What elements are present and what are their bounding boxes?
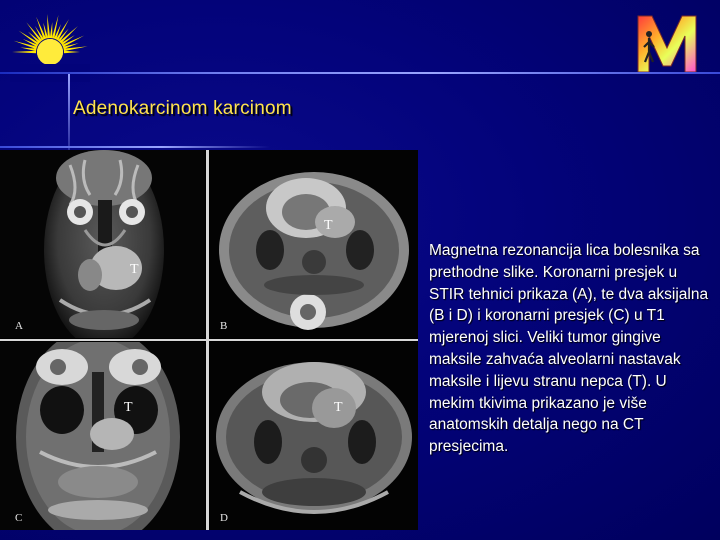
- mri-panel-d: [210, 342, 418, 530]
- header-divider: [0, 72, 720, 74]
- tumor-marker-b: T: [324, 218, 333, 233]
- panel-label-a: A: [15, 320, 23, 332]
- sun-logo-icon: [10, 8, 90, 82]
- panel-label-c: C: [15, 512, 23, 524]
- slide-title: Adenokarcinom karcinom: [73, 98, 292, 119]
- slide-description: Magnetna rezonancija lica bolesnika sa prethodne slike. Koronarni presjek u STIR tehnici prikaza (A), te dva aksijalna (B i D) i koronarni presjek (C) u T1 mjerenoj slici. Veliki tumor gingive maksile zahvaća alveolarni nastavak maksile i lijevu stranu nepca (T). U mekim tkivima prikazano je više anatomskih detalja nego na CT presjecima.: [429, 242, 709, 456]
- tumor-marker-a: T: [130, 262, 139, 277]
- tumor-marker-c: T: [124, 400, 133, 415]
- mri-panel-a: [0, 150, 205, 338]
- mri-panel-c: [0, 342, 205, 530]
- mri-image-grid: [0, 150, 418, 530]
- panel-label-b: B: [220, 320, 228, 332]
- title-underline: [0, 146, 270, 148]
- tumor-marker-d: T: [334, 400, 343, 415]
- panel-label-d: D: [220, 512, 228, 524]
- panel-divider-horizontal: [0, 339, 418, 341]
- title-vertical-rule: [68, 74, 70, 154]
- mri-panel-b: [210, 150, 418, 338]
- m-logo-icon: [636, 14, 698, 74]
